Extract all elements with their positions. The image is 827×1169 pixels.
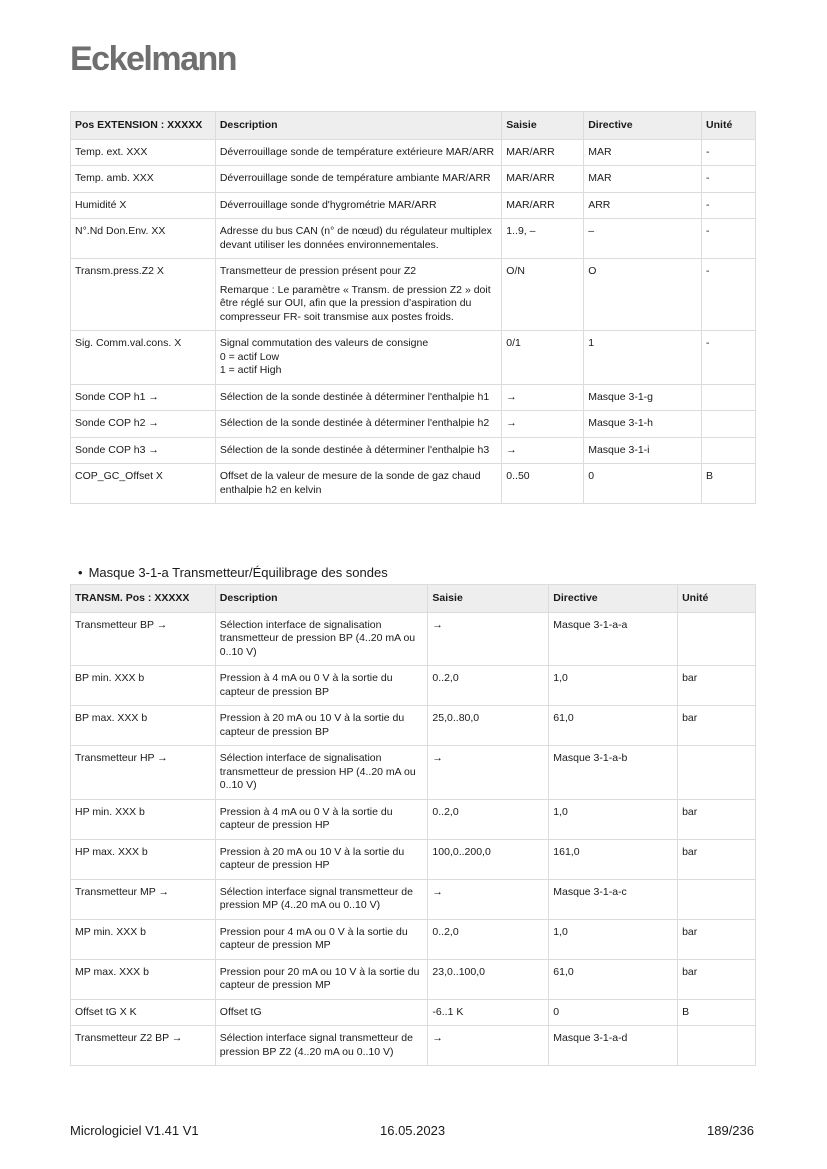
header-unite: Unité	[702, 112, 756, 140]
cell-directive: 1,0	[549, 666, 678, 706]
header-pos: TRANSM. Pos : XXXXX	[71, 585, 216, 613]
table-row	[71, 612, 756, 666]
footer-firmware-version: Micrologiciel V1.41 V1	[70, 1123, 199, 1138]
cell-saisie: 0/1	[502, 331, 584, 385]
cell-unite	[678, 1026, 756, 1066]
cell-directive: –	[584, 219, 702, 259]
table-header-row	[71, 112, 756, 140]
cell-pos: Temp. amb. XXX	[71, 166, 216, 193]
cell-directive: 161,0	[549, 839, 678, 879]
table-row	[71, 839, 756, 879]
cell-description: Déverrouillage sonde de température extérieure MAR/ARR	[215, 139, 501, 166]
cell-unite	[702, 384, 756, 411]
cell-unite: -	[702, 259, 756, 331]
cell-directive: MAR	[584, 166, 702, 193]
cell-description	[215, 259, 501, 331]
cell-directive: 61,0	[549, 706, 678, 746]
cell-saisie: 25,0..80,0	[428, 706, 549, 746]
cell-directive: 61,0	[549, 959, 678, 999]
table-row	[71, 192, 756, 219]
cell-pos: Temp. ext. XXX	[71, 139, 216, 166]
cell-description: Adresse du bus CAN (n° de nœud) du régulateur multiplex devant utiliser les données environnementales.	[215, 219, 501, 259]
cell-saisie: 0..2,0	[428, 919, 549, 959]
cell-saisie: MAR/ARR	[502, 192, 584, 219]
cell-unite: bar	[678, 666, 756, 706]
header-description: Description	[215, 112, 501, 140]
table-row	[71, 437, 756, 464]
table-row	[71, 1026, 756, 1066]
cell-unite: -	[702, 331, 756, 385]
section-title-text: Masque 3-1-a Transmetteur/Équilibrage des sondes	[88, 565, 388, 580]
header-description: Description	[215, 585, 428, 613]
table-row	[71, 384, 756, 411]
table-row	[71, 331, 756, 385]
cell-description: Déverrouillage sonde d'hygrométrie MAR/ARR	[215, 192, 501, 219]
cell-description: Pression à 4 mA ou 0 V à la sortie du capteur de pression HP	[215, 799, 428, 839]
cell-saisie: →	[428, 746, 549, 800]
table-row	[71, 464, 756, 504]
cell-pos: COP_GC_Offset X	[71, 464, 216, 504]
cell-directive: Masque 3-1-a-a	[549, 612, 678, 666]
table-row	[71, 919, 756, 959]
cell-pos[interactable]: Sonde COP h1 →	[71, 384, 216, 411]
bullet-icon: •	[78, 565, 83, 580]
cell-saisie: →	[428, 612, 549, 666]
cell-pos: MP max. XXX b	[71, 959, 216, 999]
cell-pos: HP max. XXX b	[71, 839, 216, 879]
cell-pos: Offset tG X K	[71, 999, 216, 1026]
cell-directive: ARR	[584, 192, 702, 219]
cell-description: Sélection interface signal transmetteur de pression MP (4..20 mA ou 0..10 V)	[215, 879, 428, 919]
cell-unite	[702, 411, 756, 438]
cell-directive: 1	[584, 331, 702, 385]
cell-description: Offset de la valeur de mesure de la sonde de gaz chaud enthalpie h2 en kelvin	[215, 464, 501, 504]
header-directive: Directive	[549, 585, 678, 613]
cell-saisie: 100,0..200,0	[428, 839, 549, 879]
cell-description: Sélection de la sonde destinée à déterminer l'enthalpie h3	[215, 437, 501, 464]
cell-unite: B	[678, 999, 756, 1026]
cell-unite: bar	[678, 839, 756, 879]
cell-unite: -	[702, 139, 756, 166]
cell-description: Sélection de la sonde destinée à déterminer l'enthalpie h1	[215, 384, 501, 411]
cell-directive: Masque 3-1-g	[584, 384, 702, 411]
cell-pos[interactable]: Sonde COP h3 →	[71, 437, 216, 464]
table-row	[71, 959, 756, 999]
cell-saisie: 1..9, –	[502, 219, 584, 259]
cell-unite: bar	[678, 919, 756, 959]
cell-pos[interactable]: Transmetteur BP →	[71, 612, 216, 666]
cell-description: Offset tG	[215, 999, 428, 1026]
cell-saisie: O/N	[502, 259, 584, 331]
description-text: Transmetteur de pression présent pour Z2	[219, 265, 417, 277]
cell-pos: N°.Nd Don.Env. XX	[71, 219, 216, 259]
cell-pos[interactable]: Transmetteur Z2 BP →	[71, 1026, 216, 1066]
cell-directive: MAR	[584, 139, 702, 166]
table-row	[71, 879, 756, 919]
cell-pos: Transm.press.Z2 X	[71, 259, 216, 331]
footer-page-number: 189/236	[707, 1123, 754, 1138]
table-row	[71, 166, 756, 193]
cell-description: Sélection interface signal transmetteur de pression BP Z2 (4..20 mA ou 0..10 V)	[215, 1026, 428, 1066]
cell-pos[interactable]: Transmetteur MP →	[71, 879, 216, 919]
table-row	[71, 139, 756, 166]
cell-saisie: MAR/ARR	[502, 139, 584, 166]
cell-directive: Masque 3-1-i	[584, 437, 702, 464]
table-row	[71, 799, 756, 839]
cell-description: Sélection interface de signalisation transmetteur de pression HP (4..20 mA ou 0..10 V)	[215, 746, 428, 800]
cell-pos: MP min. XXX b	[71, 919, 216, 959]
cell-pos: BP min. XXX b	[71, 666, 216, 706]
header-saisie: Saisie	[502, 112, 584, 140]
cell-unite: bar	[678, 959, 756, 999]
cell-unite: bar	[678, 706, 756, 746]
cell-unite	[678, 612, 756, 666]
cell-saisie: →	[502, 411, 584, 438]
cell-directive: Masque 3-1-a-b	[549, 746, 678, 800]
table-row	[71, 746, 756, 800]
table-row	[71, 999, 756, 1026]
eckelmann-logo: Eckelmann	[70, 40, 237, 78]
cell-directive: O	[584, 259, 702, 331]
cell-unite	[678, 879, 756, 919]
cell-directive: 1,0	[549, 919, 678, 959]
header-pos: Pos EXTENSION : XXXXX	[71, 112, 216, 140]
cell-directive: Masque 3-1-a-c	[549, 879, 678, 919]
header-directive: Directive	[584, 112, 702, 140]
cell-description: Pression à 4 mA ou 0 V à la sortie du capteur de pression BP	[215, 666, 428, 706]
cell-directive: Masque 3-1-a-d	[549, 1026, 678, 1066]
cell-saisie: →	[502, 384, 584, 411]
cell-saisie: 0..50	[502, 464, 584, 504]
header-unite: Unité	[678, 585, 756, 613]
cell-unite: bar	[678, 799, 756, 839]
cell-description: Pression pour 4 mA ou 0 V à la sortie du capteur de pression MP	[215, 919, 428, 959]
cell-description: Pression à 20 mA ou 10 V à la sortie du capteur de pression HP	[215, 839, 428, 879]
cell-description: Pression à 20 mA ou 10 V à la sortie du capteur de pression BP	[215, 706, 428, 746]
cell-pos: Sig. Comm.val.cons. X	[71, 331, 216, 385]
cell-directive: 1,0	[549, 799, 678, 839]
table-row	[71, 706, 756, 746]
cell-saisie: →	[428, 1026, 549, 1066]
cell-pos[interactable]: Transmetteur HP →	[71, 746, 216, 800]
cell-saisie: 0..2,0	[428, 799, 549, 839]
cell-saisie: →	[428, 879, 549, 919]
cell-saisie: 23,0..100,0	[428, 959, 549, 999]
cell-description: Déverrouillage sonde de température ambiante MAR/ARR	[215, 166, 501, 193]
cell-pos: HP min. XXX b	[71, 799, 216, 839]
cell-directive: 0	[584, 464, 702, 504]
cell-unite: -	[702, 166, 756, 193]
cell-unite	[702, 437, 756, 464]
cell-description: Sélection de la sonde destinée à déterminer l'enthalpie h2	[215, 411, 501, 438]
cell-description: Sélection interface de signalisation transmetteur de pression BP (4..20 mA ou 0..10 V)	[215, 612, 428, 666]
footer-date: 16.05.2023	[380, 1123, 446, 1138]
section-heading	[78, 565, 388, 580]
cell-saisie: MAR/ARR	[502, 166, 584, 193]
extension-parameters-table	[70, 111, 756, 504]
cell-pos[interactable]: Sonde COP h2 →	[71, 411, 216, 438]
cell-saisie: -6..1 K	[428, 999, 549, 1026]
table-row	[71, 219, 756, 259]
cell-unite	[678, 746, 756, 800]
cell-description: Signal commutation des valeurs de consigne 0 = actif Low 1 = actif High	[215, 331, 501, 385]
cell-directive: Masque 3-1-h	[584, 411, 702, 438]
table-row	[71, 411, 756, 438]
cell-saisie: 0..2,0	[428, 666, 549, 706]
cell-description: Pression pour 20 mA ou 10 V à la sortie du capteur de pression MP	[215, 959, 428, 999]
cell-saisie: →	[502, 437, 584, 464]
cell-pos: Humidité X	[71, 192, 216, 219]
cell-unite: -	[702, 219, 756, 259]
remark-text: Remarque : Le paramètre « Transm. de pression Z2 » doit être réglé sur OUI, afin que la pression d’aspiration du compresseur FR- soit transmise aux postes froids.	[219, 283, 491, 323]
cell-directive: 0	[549, 999, 678, 1026]
cell-unite: B	[702, 464, 756, 504]
table-row	[71, 259, 756, 331]
transmitter-parameters-table	[70, 584, 756, 1066]
cell-pos: BP max. XXX b	[71, 706, 216, 746]
table-header-row	[71, 585, 756, 613]
header-saisie: Saisie	[428, 585, 549, 613]
cell-unite: -	[702, 192, 756, 219]
table-row	[71, 666, 756, 706]
